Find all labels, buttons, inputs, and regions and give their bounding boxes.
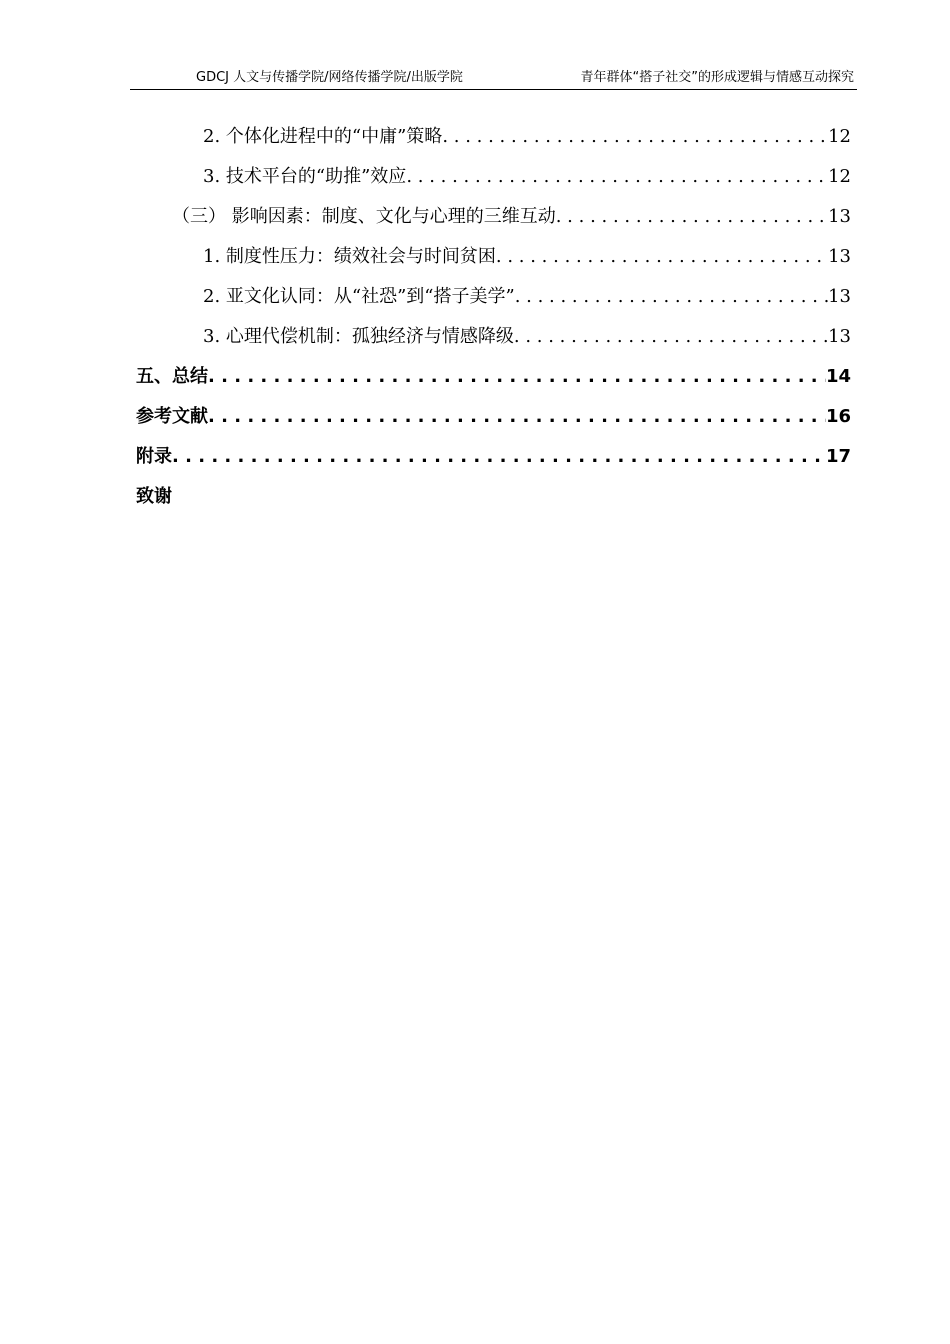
- toc-entry-label: 3. 心理代偿机制：孤独经济与情感降级: [203, 326, 514, 347]
- toc-entry[interactable]: [203, 321, 851, 353]
- toc-entry-label: 致谢: [136, 486, 172, 507]
- toc-dot-leader: [406, 161, 828, 193]
- toc-entry-page: 13: [828, 326, 851, 347]
- toc-entry[interactable]: [136, 441, 851, 473]
- page-header: [130, 68, 857, 88]
- toc-entry[interactable]: [136, 361, 851, 393]
- toc-entry-label: 2. 亚文化认同：从“社恐”到“搭子美学”: [203, 286, 515, 307]
- header-left-text: GDCJ 人文与传播学院/网络传播学院/出版学院: [196, 70, 463, 85]
- toc-entry-label: 1. 制度性压力：绩效社会与时间贫困: [203, 246, 496, 267]
- toc-entry-page: 12: [828, 126, 851, 147]
- toc-entry-label: 参考文献: [136, 406, 208, 427]
- toc-entry[interactable]: [203, 121, 851, 153]
- toc-entry-page: 13: [828, 206, 851, 227]
- toc-dot-leader: [515, 281, 828, 313]
- toc-entry[interactable]: [172, 201, 851, 233]
- toc-dot-leader: [208, 401, 826, 433]
- toc-dot-leader: [172, 441, 826, 473]
- toc-entry-label: （三） 影响因素：制度、文化与心理的三维互动: [172, 206, 556, 227]
- toc-entry-page: 14: [825, 366, 851, 387]
- toc-entry-label: 附录: [136, 446, 172, 467]
- header-right-text: 青年群体“搭子社交”的形成逻辑与情感互动探究: [580, 70, 854, 85]
- toc-entry-page: 16: [825, 406, 851, 427]
- toc-entry-page: 12: [828, 166, 851, 187]
- toc-entry[interactable]: [136, 481, 851, 513]
- toc-entry[interactable]: [203, 241, 851, 273]
- toc-entry[interactable]: [203, 281, 851, 313]
- toc-dot-leader: [208, 361, 826, 393]
- toc-entry-label: 3. 技术平台的“助推”效应: [203, 166, 407, 187]
- toc-entry-page: 13: [828, 246, 851, 267]
- toc-entry[interactable]: [203, 161, 851, 193]
- toc-entry[interactable]: [136, 401, 851, 433]
- toc-entry-label: 2. 个体化进程中的“中庸”策略: [203, 126, 443, 147]
- toc-dot-leader: [514, 321, 828, 353]
- toc-entry-label: 五、总结: [136, 366, 208, 387]
- toc-entry-page: 13: [828, 286, 851, 307]
- toc-dot-leader: [556, 201, 828, 233]
- toc-dot-leader: [496, 241, 828, 273]
- header-rule: [130, 89, 857, 90]
- toc-dot-leader: [442, 121, 828, 153]
- toc-entry-page: 17: [825, 446, 851, 467]
